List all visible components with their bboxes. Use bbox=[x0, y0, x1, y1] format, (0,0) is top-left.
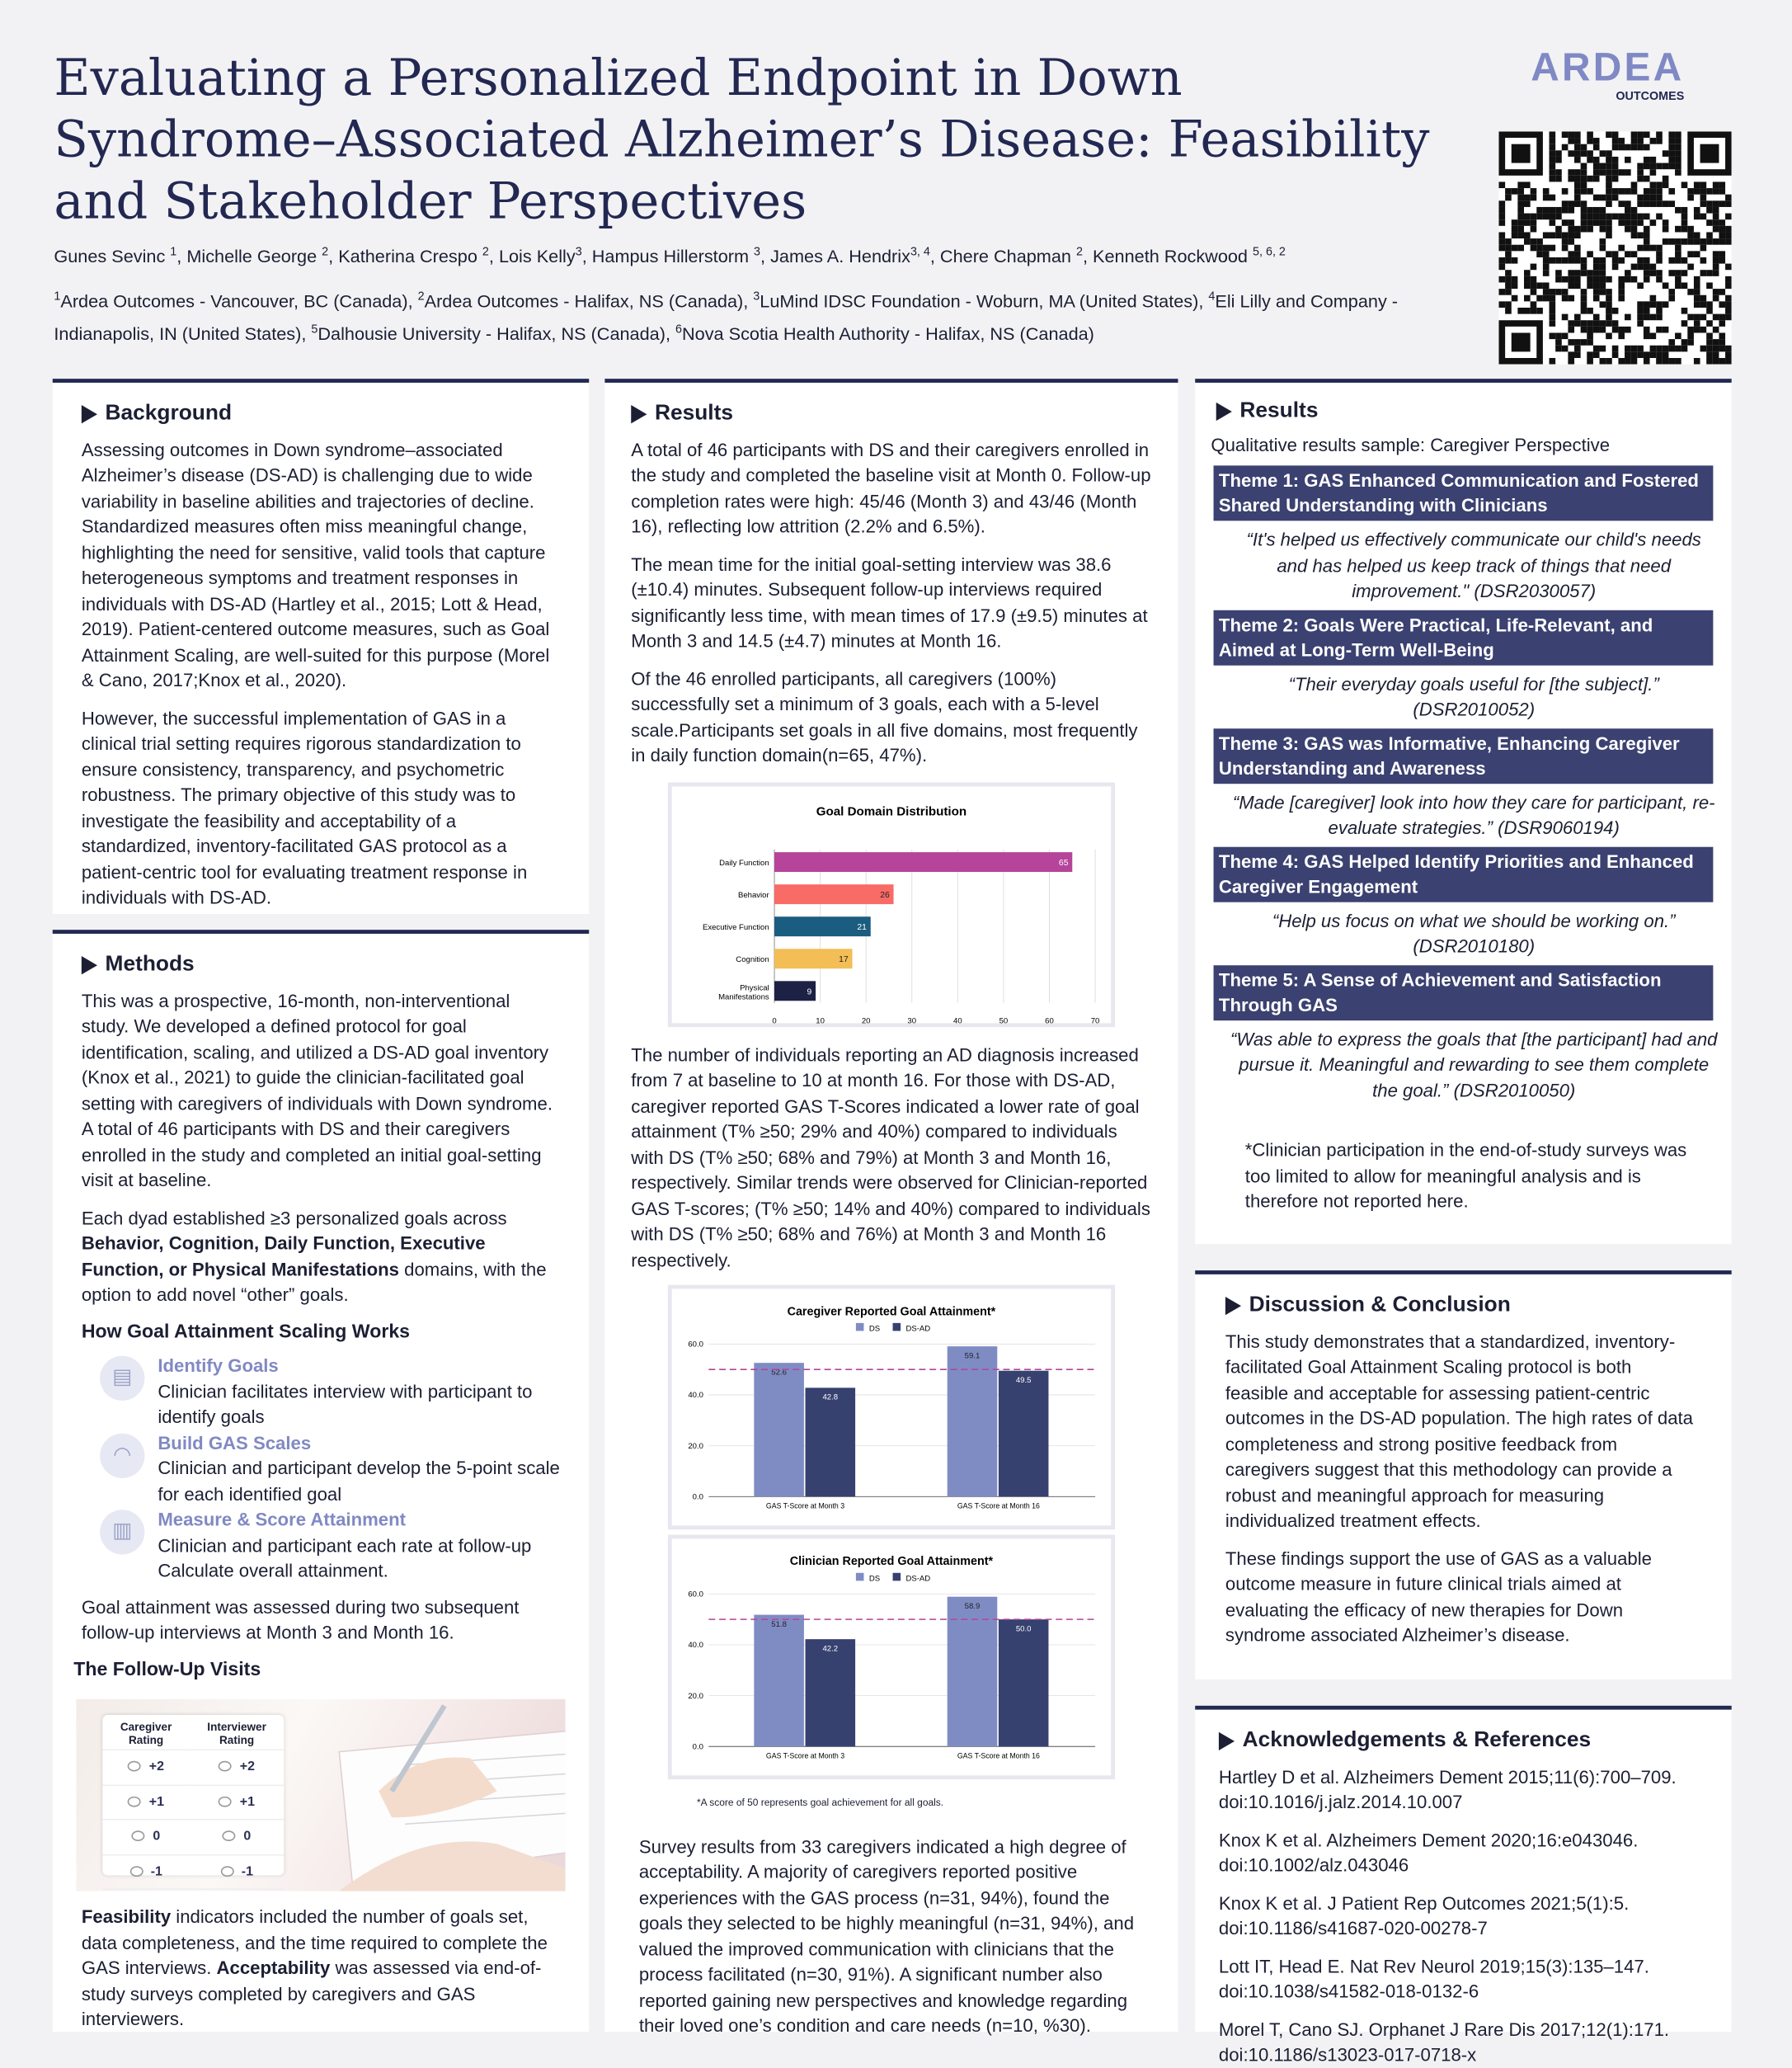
y-tick-label: Daily Function bbox=[719, 858, 769, 868]
goal-domain-chart bbox=[668, 782, 1115, 1027]
affiliation-number: 3 bbox=[753, 289, 760, 303]
clinician-writing-photo bbox=[76, 1699, 565, 1891]
ardea-logo bbox=[1507, 47, 1684, 102]
column-header: Caregiver Rating bbox=[120, 1720, 172, 1747]
x-tick-label: GAS T-Score at Month 3 bbox=[765, 1501, 845, 1510]
discussion-panel bbox=[1195, 1270, 1731, 1679]
author: , Michelle George bbox=[176, 246, 322, 266]
chart-footnote: *A score of 50 represents goal achievement for all goals. bbox=[696, 1796, 944, 1809]
reference-item: Lott IT, Head E. Nat Rev Neurol 2019;15(3):135–147. doi:10.1038/s41582-018-0132-6 bbox=[1218, 1954, 1649, 2002]
paragraph: The number of individuals reporting an AD diagnosis increased from 7 at baseline to 10 at month 16. For those with DS-AD, caregiver reported GAS T-Scores indicated a lower rate of goal attainment (T% ≥50; 29% and 40%) compared to individuals with DS (T% ≥50; 68% and 79%) at Month 3 and Month 16, respectively. Similar trends were observed for Clinician-reported GAS T-scores; (T% ≥50; 14% and 40%) compared to individuals with DS (T% ≥50; 68% and 76%) at Month 3 and Month 16 respectively. bbox=[631, 1043, 1150, 1270]
bar bbox=[774, 851, 1072, 871]
author: , James A. Hendrix bbox=[760, 246, 910, 266]
radio-icon[interactable] bbox=[132, 1831, 145, 1842]
paragraph: Survey results from 33 caregivers indicated a high degree of acceptability. A majority of caregivers reported positive experiences with the GAS process (n=31, 94%), found the goals they selected to be highly meaningful (n=31, 94%), and valued the improved communication with clinicians that the process facilitated (n=30, 91%). A significant number also reported gaining new perspectives and knowledge regarding their loved one’s condition and care needs (n=10, %30). bbox=[638, 1835, 1135, 2036]
rating-value: +2 bbox=[148, 1759, 164, 1774]
y-tick-label: Behavior bbox=[737, 890, 769, 900]
legend-label: DS bbox=[868, 1324, 881, 1334]
logo-text: ARDEA bbox=[1531, 45, 1685, 90]
footnote: *Clinician participation in the end-of-study surveys was too limited to allow for meaningful analysis and is therefore not reported here. bbox=[1244, 1138, 1687, 1212]
data-label: 42.2 bbox=[822, 1644, 839, 1654]
reference-item: Knox K et al. J Patient Rep Outcomes 2021;5(1):5. doi:10.1186/s41687-020-00278-7 bbox=[1218, 1891, 1630, 1938]
theme-title: Theme 3: GAS was Informative, Enhancing Caregiver Understanding and Awareness bbox=[1214, 728, 1714, 783]
data-label: 21 bbox=[857, 922, 867, 932]
y-tick-label: 0.0 bbox=[692, 1492, 703, 1502]
step-title: Measure & Score Attainment bbox=[158, 1508, 407, 1530]
triangle-bullet-icon bbox=[631, 405, 647, 423]
affiliation: Dalhousie University - Halifax, NS (Canada), bbox=[317, 323, 675, 344]
radio-icon[interactable] bbox=[219, 1797, 232, 1807]
rating-card bbox=[102, 1715, 284, 1879]
bar bbox=[999, 1619, 1049, 1746]
chart-title: Caregiver Reported Goal Attainment* bbox=[787, 1305, 996, 1319]
rating-option[interactable] bbox=[190, 1820, 285, 1854]
legend-swatch bbox=[856, 1573, 864, 1581]
rating-option[interactable] bbox=[102, 1750, 189, 1784]
intro-text: Qualitative results sample: Caregiver Perspective bbox=[1211, 433, 1611, 455]
x-tick-label: 20 bbox=[861, 1015, 871, 1023]
radio-icon[interactable] bbox=[223, 1831, 236, 1842]
y-tick-label: Physical bbox=[740, 982, 769, 992]
legend-swatch bbox=[856, 1323, 864, 1331]
qr-finder-pattern bbox=[1512, 332, 1531, 351]
author: Gunes Sevinc bbox=[54, 246, 171, 266]
theme-quote: “It's helped us effectively communicate our child's needs and has helped us keep track of things that need improvement." (DSR2030057) bbox=[1246, 528, 1701, 601]
x-tick-label: 60 bbox=[1045, 1015, 1054, 1023]
rating-option[interactable] bbox=[102, 1854, 189, 1889]
theme-quote: “Their everyday goals useful for [the subject].” (DSR2010052) bbox=[1288, 672, 1659, 720]
data-label: 42.8 bbox=[822, 1392, 839, 1402]
logo-subtext: OUTCOMES bbox=[1616, 89, 1685, 103]
chart-title: Clinician Reported Goal Attainment* bbox=[789, 1555, 994, 1569]
theme-block bbox=[1211, 846, 1731, 964]
rating-option[interactable] bbox=[102, 1784, 189, 1819]
bar bbox=[806, 1387, 856, 1496]
affiliation: Ardea Outcomes - Vancouver, BC (Canada), bbox=[60, 291, 418, 312]
step-title: Build GAS Scales bbox=[158, 1431, 312, 1453]
data-label: 9 bbox=[807, 987, 812, 996]
bold-term: Acceptability bbox=[216, 1957, 331, 1978]
rating-value: 0 bbox=[153, 1829, 161, 1844]
affiliations bbox=[54, 283, 1447, 347]
reference-item: Knox K et al. Alzheimers Dement 2020;16:e043046. doi:10.1002/alz.043046 bbox=[1218, 1828, 1639, 1876]
y-tick-label: 20.0 bbox=[688, 1441, 703, 1451]
section-heading: Acknowledgements & References bbox=[1242, 1727, 1592, 1752]
rating-row bbox=[102, 1820, 284, 1854]
section-heading: Results bbox=[1239, 398, 1319, 422]
data-label: 58.9 bbox=[964, 1602, 981, 1612]
author: , Chere Chapman bbox=[929, 246, 1076, 266]
x-tick-label: 70 bbox=[1090, 1015, 1100, 1023]
author-affiliation-number: 2 bbox=[322, 244, 329, 258]
paragraph bbox=[82, 1205, 560, 1307]
legend-label: DS-AD bbox=[905, 1324, 931, 1334]
paragraph: Assessing outcomes in Down syndrome–associated Alzheimer’s disease (DS-AD) is challenging due to wide variability in baseline abilities and trajectories of decline. Standardized measures often miss meaningful change, highlighting the need for sensitive, valid tools that capture heterogeneous symptoms and treatment responses in individuals with DS-AD (Hartley et al., 2015; Lott & Head, 2019). Patient-centered outcome measures, such as Goal Attainment Scaling, are well-suited for this purpose (Morel & Cano, 2017;Knox et al., 2020). bbox=[81, 438, 550, 691]
affiliation-number: 2 bbox=[417, 289, 425, 303]
reference-item: Morel T, Cano SJ. Orphanet J Rare Dis 2017;12(1):171. doi:10.1186/s13023-017-0718-x bbox=[1218, 2018, 1670, 2066]
rating-value: +1 bbox=[239, 1794, 255, 1809]
x-tick-label: 0 bbox=[772, 1015, 777, 1023]
legend-swatch bbox=[893, 1573, 901, 1581]
theme-block bbox=[1211, 728, 1731, 846]
legend-swatch bbox=[893, 1323, 901, 1331]
theme-title: Theme 5: A Sense of Achievement and Satisfaction Through GAS bbox=[1214, 964, 1714, 1020]
qr-code[interactable] bbox=[1499, 131, 1732, 364]
rating-row bbox=[102, 1854, 284, 1889]
subheading: The Follow-Up Visits bbox=[73, 1659, 261, 1680]
domain-list: Behavior, Cognition, Daily Function, Executive Function, or Physical Manifestations bbox=[81, 1232, 486, 1279]
x-tick-label: GAS T-Score at Month 16 bbox=[957, 1751, 1040, 1760]
y-tick-label: 0.0 bbox=[692, 1742, 703, 1752]
radio-icon[interactable] bbox=[128, 1761, 141, 1772]
rating-row bbox=[102, 1889, 284, 1891]
step-build-scales bbox=[100, 1430, 560, 1507]
step-measure-score bbox=[100, 1507, 560, 1584]
bold-term: Feasibility bbox=[81, 1905, 172, 1927]
triangle-bullet-icon bbox=[1225, 1297, 1241, 1315]
text: was assessed via end-of-study surveys completed by caregivers and GAS interviewers. bbox=[81, 1957, 542, 2030]
caregiver-attainment-chart bbox=[668, 1285, 1115, 1530]
rating-option[interactable] bbox=[102, 1889, 189, 1891]
y-tick-label: Cognition bbox=[736, 954, 769, 964]
data-label: 26 bbox=[880, 890, 890, 900]
paragraph: This was a prospective, 16-month, non-interventional study. We developed a defined protocol for goal identification, scaling, and utilized a DS-AD goal inventory (Knox et al., 2021) to guide the clinician-facilitated goal setting with caregivers of individuals with Down syndrome. A total of 46 participants with DS and their caregivers enrolled in the study and completed an initial goal-setting visit at baseline. bbox=[81, 989, 553, 1190]
bar bbox=[754, 1615, 804, 1747]
step-text: Clinician and participant develop the 5-point scale for each identified goal bbox=[158, 1457, 560, 1505]
gauge-icon: ◠ bbox=[100, 1433, 144, 1477]
affiliation: Ardea Outcomes - Halifax, NS (Canada), bbox=[424, 291, 754, 312]
paragraph: A total of 46 participants with DS and their caregivers enrolled in the study and completed the baseline visit at Month 0. Follow-up completion rates were high: 45/46 (Month 3) and 43/46 (Month 16), reflecting low attrition (2.2% and 6.5%). bbox=[631, 438, 1151, 537]
author-affiliation-number: 2 bbox=[1075, 244, 1083, 258]
rating-option[interactable] bbox=[190, 1854, 285, 1889]
theme-quote: “Help us focus on what we should be working on.” (DSR2010180) bbox=[1272, 909, 1676, 957]
rating-value: +1 bbox=[148, 1794, 164, 1809]
paragraph: These findings support the use of GAS as a valuable outcome measure in future clinical trials aimed at evaluating the efficacy of new therapies for Down syndrome associated Alzheimer’s disease. bbox=[1225, 1547, 1652, 1646]
data-label: 59.1 bbox=[964, 1351, 981, 1361]
rating-value: +2 bbox=[239, 1759, 255, 1774]
step-text: Clinician and participant each rate at follow-up Calculate overall attainment. bbox=[158, 1533, 532, 1581]
bar-chart-magnifier-icon: ▥ bbox=[100, 1510, 144, 1554]
author: , Katherina Crespo bbox=[328, 246, 482, 266]
data-label: 50.0 bbox=[1015, 1624, 1032, 1634]
rating-row bbox=[102, 1784, 284, 1819]
results-panel bbox=[604, 379, 1178, 2036]
section-heading: Background bbox=[105, 401, 233, 425]
data-label: 49.5 bbox=[1015, 1376, 1032, 1386]
poster-title: Evaluating a Personalized Endpoint in Down Syndrome–Associated Alzheimer’s Disease: Feasibility and Stakeholder Perspectives bbox=[54, 48, 1430, 231]
methods-panel bbox=[53, 930, 589, 2032]
data-label: 51.8 bbox=[771, 1619, 787, 1629]
paragraph: Goal attainment was assessed during two subsequent follow-up interviews at Month 3 and Month 16. bbox=[81, 1595, 520, 1643]
step-identify-goals bbox=[100, 1354, 560, 1430]
reference-item: Hartley D et al. Alzheimers Dement 2015;11(6):700–709. doi:10.1016/j.jalz.2014.10.007 bbox=[1218, 1765, 1677, 1812]
radio-icon[interactable] bbox=[129, 1866, 143, 1877]
subheading: How Goal Attainment Scaling Works bbox=[81, 1321, 411, 1342]
theme-block bbox=[1211, 465, 1731, 610]
clipboard-icon: ▤ bbox=[100, 1356, 144, 1401]
x-tick-label: 10 bbox=[816, 1015, 825, 1023]
rating-value: -1 bbox=[241, 1863, 253, 1879]
affiliation: Eli Lilly and Company - Indianapolis, IN (United States), bbox=[54, 291, 1399, 344]
y-tick-label: 40.0 bbox=[688, 1391, 703, 1401]
radio-icon[interactable] bbox=[220, 1866, 233, 1877]
paragraph: The mean time for the initial goal-setting interview was 38.6 (±10.4) minutes. Subsequent follow-up interviews required significantly less time, with mean times of 17.9 (±9.5) minutes at Month 3 and 14.5 (±4.7) minutes at Month 16. bbox=[631, 553, 1148, 652]
radio-icon[interactable] bbox=[219, 1761, 232, 1772]
rating-option[interactable] bbox=[190, 1889, 285, 1891]
radio-icon[interactable] bbox=[128, 1797, 141, 1807]
affiliation: Nova Scotia Health Authority - Halifax, NS (Canada) bbox=[681, 323, 1094, 344]
rating-value: 0 bbox=[243, 1829, 252, 1844]
y-tick-label: 40.0 bbox=[688, 1641, 703, 1651]
theme-title: Theme 1: GAS Enhanced Communication and Fostered Shared Understanding with Clinicians bbox=[1214, 465, 1714, 521]
rating-option[interactable] bbox=[190, 1784, 285, 1819]
triangle-bullet-icon bbox=[82, 956, 97, 974]
triangle-bullet-icon bbox=[82, 405, 97, 423]
bar bbox=[999, 1371, 1049, 1497]
legend-label: DS-AD bbox=[905, 1574, 931, 1584]
text: domains, with the option to add novel “other” goals. bbox=[81, 1257, 547, 1305]
y-tick-label: Executive Function bbox=[702, 922, 769, 932]
clinician-attainment-chart bbox=[668, 1535, 1115, 1780]
rating-row bbox=[102, 1750, 284, 1784]
column-header: Interviewer Rating bbox=[207, 1720, 266, 1747]
x-tick-label: GAS T-Score at Month 16 bbox=[957, 1501, 1040, 1510]
theme-quote: “Was able to express the goals that [the participant] had and pursue it. Meaningful and rewarding to see them complete the goal.” (DSR2010050) bbox=[1230, 1027, 1718, 1100]
section-heading: Results bbox=[654, 401, 733, 425]
author: , Lois Kelly bbox=[488, 246, 576, 266]
x-tick-label: 30 bbox=[907, 1015, 917, 1023]
author-affiliation-number: 2 bbox=[482, 244, 489, 258]
affiliation-number: 4 bbox=[1208, 289, 1216, 303]
paragraph: Of the 46 enrolled participants, all caregivers (100%) successfully set a minimum of 3 goals, each with a 5-level scale.Participants set goals in all five domains, most frequently in daily function domain(n=65, 47%). bbox=[631, 667, 1138, 765]
data-label: 17 bbox=[839, 954, 849, 964]
text: indicators included the number of goals set, data completeness, and the time required to complete the GAS interviews. bbox=[81, 1905, 548, 1978]
step-text: Clinician facilitates interview with participant to identify goals bbox=[158, 1380, 533, 1427]
bar bbox=[774, 916, 871, 935]
affiliation-number: 1 bbox=[54, 289, 61, 303]
paragraph: However, the successful implementation of GAS in a clinical trial setting requires rigorous standardization to ensure consistency, transparency, and psychometric robustness. The primary objective of this study was to investigate the feasibility and acceptability of a standardized, inventory-facilitated GAS protocol as a patient-centric tool for evaluating treatment response in individuals with DS-AD. bbox=[81, 706, 528, 908]
author: , Hampus Hillerstorm bbox=[581, 246, 755, 266]
bar bbox=[774, 883, 893, 903]
data-label: 52.6 bbox=[771, 1368, 787, 1378]
x-tick-label: GAS T-Score at Month 3 bbox=[765, 1751, 845, 1760]
section-heading: Methods bbox=[105, 952, 195, 976]
author-affiliation-number: 3 bbox=[754, 244, 761, 258]
section-heading: Discussion & Conclusion bbox=[1249, 1293, 1511, 1317]
theme-quote: “Made [caregiver] look into how they care for participant, re-evaluate strategies.” (DSR9060194) bbox=[1232, 790, 1715, 838]
theme-block bbox=[1211, 964, 1731, 1109]
author-affiliation-number: 3, 4 bbox=[910, 244, 930, 258]
author-list bbox=[54, 245, 1487, 266]
legend-label: DS bbox=[868, 1574, 881, 1584]
triangle-bullet-icon bbox=[1219, 1731, 1235, 1750]
affiliation-number: 5 bbox=[311, 321, 318, 335]
y-tick-label: 60.0 bbox=[688, 1590, 703, 1599]
affiliation-number: 6 bbox=[675, 321, 682, 335]
rating-value: -1 bbox=[150, 1863, 162, 1879]
theme-block bbox=[1211, 610, 1731, 728]
background-panel bbox=[53, 379, 589, 914]
step-title: Identify Goals bbox=[158, 1354, 279, 1376]
text: Each dyad established ≥3 personalized goals across bbox=[81, 1206, 507, 1228]
y-tick-label: 60.0 bbox=[688, 1340, 703, 1350]
chart-title: Goal Domain Distribution bbox=[816, 803, 967, 818]
triangle-bullet-icon bbox=[1216, 402, 1232, 420]
author-affiliation-number: 5, 6, 2 bbox=[1253, 244, 1286, 258]
author-affiliation-number: 1 bbox=[170, 244, 177, 258]
data-label: 65 bbox=[1058, 858, 1069, 868]
qualitative-results-panel bbox=[1195, 379, 1731, 1244]
x-tick-label: 50 bbox=[999, 1015, 1009, 1023]
x-tick-label: 40 bbox=[953, 1015, 962, 1023]
qr-finder-pattern bbox=[1700, 144, 1719, 163]
paragraph bbox=[82, 1905, 560, 2033]
rating-option[interactable] bbox=[190, 1750, 285, 1784]
y-tick-label: 20.0 bbox=[688, 1691, 703, 1701]
qr-finder-pattern bbox=[1512, 144, 1531, 163]
y-tick-label: Manifestations bbox=[718, 992, 769, 1001]
bar bbox=[806, 1639, 856, 1746]
theme-title: Theme 4: GAS Helped Identify Priorities and Enhanced Caregiver Engagement bbox=[1214, 846, 1714, 902]
paragraph: This study demonstrates that a standardized, inventory-facilitated Goal Attainment Scaling protocol is both feasible and acceptable for assessing patient-centric outcomes in the DS-AD population. The high rates of data completeness and strong positive feedback from caregivers suggest that this methodology can provide a robust and meaningful approach for measuring individualized treatment effects. bbox=[1225, 1330, 1694, 1531]
theme-title: Theme 2: Goals Were Practical, Life-Relevant, and Aimed at Long-Term Well-Being bbox=[1214, 610, 1714, 665]
author: , Kenneth Rockwood bbox=[1082, 246, 1253, 266]
bar bbox=[754, 1363, 804, 1496]
references-panel bbox=[1195, 1706, 1731, 2066]
author-affiliation-number: 3 bbox=[575, 244, 582, 258]
affiliation: LuMind IDSC Foundation - Woburn, MA (United States), bbox=[760, 291, 1209, 312]
rating-option[interactable] bbox=[102, 1820, 189, 1854]
